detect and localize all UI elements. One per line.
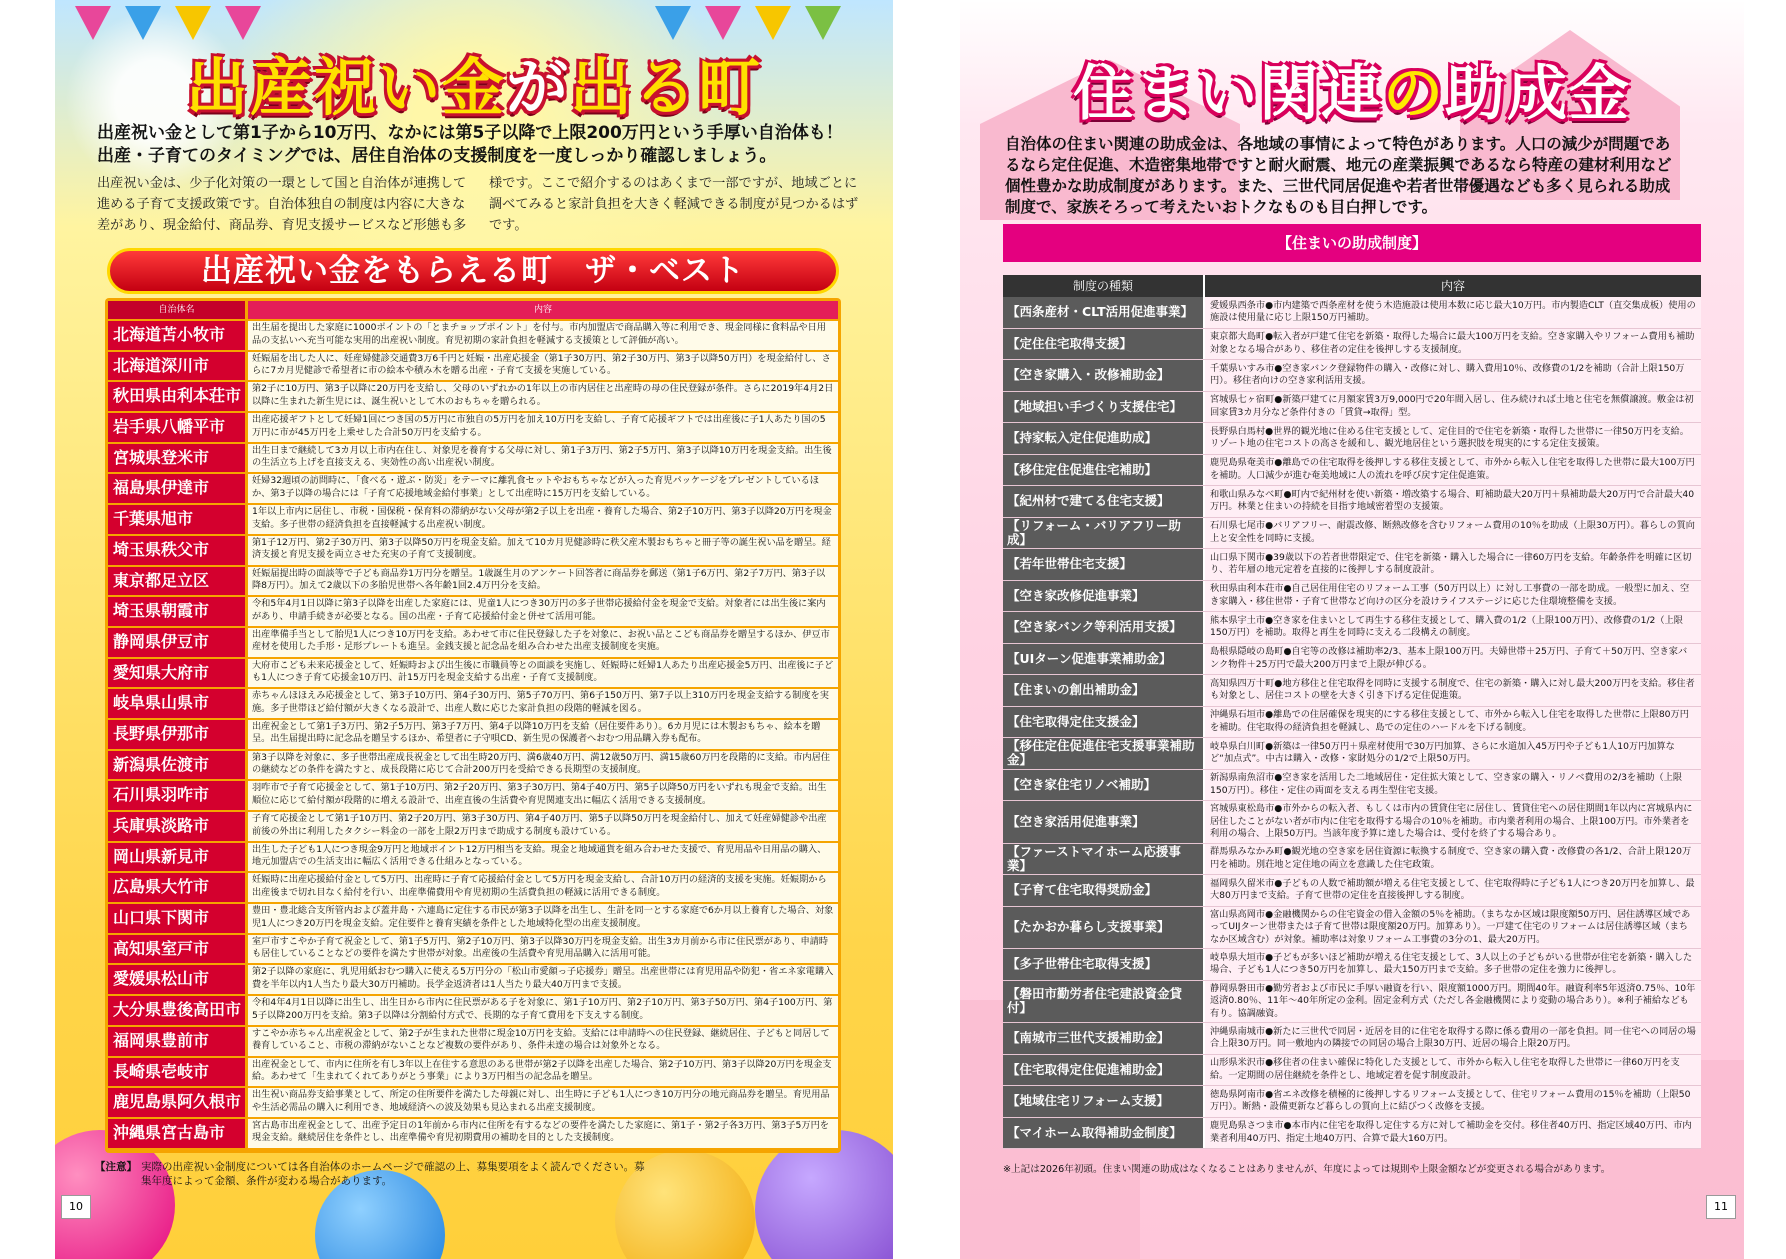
subsidy-type: 【南城市三世代支援補助金】 (1003, 1023, 1203, 1054)
table-row (1003, 949, 1701, 981)
table-row (1003, 675, 1701, 707)
table-row (1003, 707, 1701, 739)
table-row (108, 536, 838, 565)
table-row (108, 996, 838, 1025)
table-row (1003, 612, 1701, 644)
column-header-type: 制度の種類 (1003, 275, 1203, 297)
right-page (960, 0, 1744, 1259)
table-row (1003, 770, 1701, 802)
table-row (1003, 644, 1701, 676)
table-row (1003, 875, 1701, 907)
town-description: 赤ちゃんほほえみ応援金として、第3子10万円、第4子30万円、第5子70万円、第6子150万円、第7子以上310万円を現金支給する制度を実施。多子世帯ほど給付額が大きくなる設計で、出産人数に応じた家計負担の段階的軽減を図る。 (248, 689, 838, 718)
subsidy-type: 【空き家住宅リノベ補助】 (1003, 770, 1203, 801)
subsidy-type: 【空き家改修促進事業】 (1003, 581, 1203, 612)
town-name: 千葉県旭市 (108, 505, 245, 534)
table-row (108, 1058, 838, 1087)
subsidy-description: 岐阜県白川町●新築は一律50万円＋県産材使用で30万円加算、さらに水道加入45万円や子ども1人10万円加算など“加点式”。中古は購入・改修・家財処分の1/2で上限50万円。 (1205, 738, 1701, 769)
town-description: 妊娠届を出した人に、妊産婦健診交通費3万6千円と妊娠・出産応援金（第1子30万円、第2子30万円、第3子以降50万円）を現金給付し、さらに7カ月児健診で希望者に市の絵本や積み木を贈る出産・子育て支援を実施している。 (248, 352, 838, 381)
subsidy-type: 【住宅取得定住促進補助金】 (1003, 1055, 1203, 1086)
column-header-desc: 内容 (1205, 275, 1701, 297)
town-description: 豊田・豊北総合支所管内および蓋井島・六連島に定住する市民が第3子以降を出生し、生計を同一とする家庭で6か月以上養育した場合、対象児1人につき20万円を現金支給。定住要件と養育実績を条件とした地域特化型の出産支援制度。 (248, 904, 838, 933)
table-row (108, 505, 838, 534)
town-name: 兵庫県淡路市 (108, 812, 245, 841)
town-description: 妊娠時に出産応援給付金として5万円、出産時に子育て応援給付金として5万円を現金支給し、合計10万円の経済的支援を実施。妊娠期から出産後まで切れ目なく給付を行い、出産準備費用や育児初期の生活費負担の軽減に活用できる制度。 (248, 873, 838, 902)
subsidy-type: 【移住定住促進住宅補助】 (1003, 455, 1203, 486)
column-header-name: 自治体名 (108, 301, 245, 319)
subsidy-description: 秋田県由利本荘市●自己居住用住宅のリフォーム工事（50万円以上）に対し工事費の一部を助成。一般型に加え、空き家購入・移住世帯・子育て世帯など向けの区分を設けライフステージに応じた住環境整備を支援。 (1205, 581, 1701, 612)
table-row (1003, 1086, 1701, 1118)
subsidy-type: 【多子世帯住宅取得支援】 (1003, 949, 1203, 980)
town-description: 子育て応援金として第1子10万円、第2子20万円、第3子30万円、第4子40万円、第5子以降50万円を現金給付し、加えて妊産婦健診や出産前後の外出に利用したタクシー料金の一部を上限2万円まで助成する制度も設けている。 (248, 812, 838, 841)
town-description: 令和5年4月1日以降に第3子以降を出産した家庭には、児童1人につき30万円の多子世帯応援給付金を現金で支給。対象者には出生後に案内があり、申請手続きが必要となる。国の出産・子育て応援給付金と併せて活用可能。 (248, 597, 838, 626)
page-number: 10 (61, 1195, 91, 1219)
town-description: 出産祝金として第1子3万円、第2子5万円、第3子7万円、第4子以降10万円を支給（居住要件あり）。6カ月児には木製おもちゃ、絵本を贈呈。出生届提出時に記念品を贈呈するほか、希望者に子守唄CD、新生児の保護者へおむつ用品購入券も配布。 (248, 720, 838, 749)
town-name: 岡山県新見市 (108, 843, 245, 872)
town-name: 北海道苫小牧市 (108, 321, 245, 350)
page-title: 出産祝い金が出る町 (185, 51, 763, 124)
town-name: 大分県豊後高田市 (108, 996, 245, 1025)
subsidy-type: 【西条産材・CLT活用促進事業】 (1003, 297, 1203, 328)
town-description: 妊婦32週頃の訪問時に、「食べる・遊ぶ・防災」をテーマに離乳食セットやおもちゃなどが入った育児パッケージをプレゼントしているほか、第3子以降の場合には「子育て応援地域金給付事業」として出産時に15万円を支給している。 (248, 474, 838, 503)
subsidy-description: 高知県四万十町●地方移住と住宅取得を同時に支援する制度で、住宅の新築・購入に対し最大200万円を支給。移住者も対象とし、居住コストの壁を大きく引き下げる定住促進策。 (1205, 675, 1701, 706)
table-title: 【住まいの助成制度】 (1003, 224, 1701, 262)
subsidy-description: 山形県米沢市●移住者の住まい確保に特化した支援として、市外から転入し住宅を取得した世帯に一律60万円を支給。一定期間の居住継続を条件とし、地域定着を促す制度設計。 (1205, 1055, 1701, 1086)
subsidy-description: 静岡県磐田市●勤労者および市民に手厚い融資を行い、限度額1000万円。期間40年。融資利率5年返済0.75％、10年返済0.80％、11年〜40年所定の金利。固定金利方式（ただし各金融機関により変動の場合あり）。※利子補給なども有り。協調融資。 (1205, 981, 1701, 1023)
table-row (1003, 1055, 1701, 1087)
table-row (1003, 549, 1701, 581)
subsidy-type: 【空き家活用促進事業】 (1003, 801, 1203, 843)
table-row (1003, 360, 1701, 392)
lead-text: 出産祝い金として第1子から10万円、なかには第5子以降で上限200万円という手厚い自治体も！ 出産・子育てのタイミングでは、居住自治体の支援制度を一度しっかり確認しましょう。 (97, 123, 860, 166)
table-row (108, 444, 838, 473)
subsidy-type: 【住まいの創出補助金】 (1003, 675, 1203, 706)
town-name: 宮城県登米市 (108, 444, 245, 473)
subsidy-description: 長野県白馬村●世界的観光地に住める住宅支援として、定住目的で住宅を新築・取得した世帯に一律50万円を支給。リゾート地の住宅コストの高さを緩和し、観光地居住という選択肢を現実的にする定住支援策。 (1205, 423, 1701, 454)
table-row (1003, 329, 1701, 361)
subsidy-description: 福岡県久留米市●子どもの人数で補助額が増える住宅支援として、住宅取得時に子ども1人につき20万円を加算し、最大80万円まで支給。子育て世帯の定住を直接後押しする制度。 (1205, 875, 1701, 906)
town-name: 山口県下関市 (108, 904, 245, 933)
town-name: 静岡県伊豆市 (108, 628, 245, 657)
town-description: 妊娠届提出時の面談等で子ども商品券1万円分を贈呈。1歳誕生月のアンケート回答者に商品券を郵送（第1子6万円、第2子7万円、第3子以降8万円）。加えて2歳以下の多胎児世帯へ各年齢1回2.4万円分を支給。 (248, 567, 838, 596)
best-list-heading: 出産祝い金をもらえる町 ザ・ベスト (107, 248, 839, 294)
town-description: 1年以上市内に居住し、市税・国保税・保育料の滞納がない父母が第2子以上を出産・養育した場合、第2子10万円、第3子以降20万円を現金支給。多子世帯の経済負担を直接軽減する出産祝い制度。 (248, 505, 838, 534)
subsidy-description: 群馬県みなかみ町●観光地の空き家を居住資源に転換する制度で、空き家の購入費・改修費の各1/2、合計上限120万円を補助。別荘地と定住地の両立を意識した住宅政策。 (1205, 844, 1701, 875)
subsidy-description: 徳島県阿南市●省エネ改修を積極的に後押しするリフォーム支援として、住宅リフォーム費用の15％を補助（上限50万円）。断熱・設備更新など暮らしの質向上に結びつく改修を支援。 (1205, 1086, 1701, 1117)
table-row (108, 597, 838, 626)
table-row (108, 812, 838, 841)
subsidy-type: 【若年世帯住宅支援】 (1003, 549, 1203, 580)
table-row (108, 751, 838, 780)
table-row (1003, 738, 1701, 770)
town-name: 長野県伊那市 (108, 720, 245, 749)
table-row (108, 843, 838, 872)
town-name: 新潟県佐渡市 (108, 751, 245, 780)
subsidy-type: 【空き家バンク等利活用支援】 (1003, 612, 1203, 643)
table-row (108, 352, 838, 381)
town-name: 岐阜県山県市 (108, 689, 245, 718)
table-row (108, 567, 838, 596)
table-row (108, 1088, 838, 1117)
subsidy-type: 【磐田市勤労者住宅建設資金貸付】 (1003, 981, 1203, 1023)
subsidy-type: 【移住定住促進住宅支援事業補助金】 (1003, 738, 1203, 769)
column-header-desc: 内容 (248, 301, 838, 319)
subsidy-type: 【定住住宅取得支援】 (1003, 329, 1203, 360)
best-town-table (105, 298, 841, 1153)
table-row (1003, 392, 1701, 424)
subsidy-type: 【地域住宅リフォーム支援】 (1003, 1086, 1203, 1117)
table-row (108, 1119, 838, 1148)
table-row (1003, 907, 1701, 950)
subsidy-description: 宮城県東松島市●市外からの転入者、もしくは市内の賃貸住宅に居住し、賃貸住宅への居住期間1年以内に宮城県内に居住したことがない者が市内に住宅を取得する場合の10％を補助。市内業者利用の場合、上限100万円。市外業者を利用の場合、上限50万円。当該年度予算に達した場合は、受付を終了する場合あり。 (1205, 801, 1701, 843)
lead-text: 自治体の住まい関連の助成金は、各地域の事情によって特色があります。人口の減少が問題であるなら定住促進、木造密集地帯ですと耐火耐震、地元の産業振興であるなら特産の建材利用など個性豊かな助成制度があります。また、三世代同居促進や若者世帯優遇なども多く見られる助成制度で、家族そろって考えたいおトクなものも目白押しです。 (1005, 135, 1672, 216)
town-name: 愛知県大府市 (108, 659, 245, 688)
town-description: 大府市こども未来応援金として、妊娠時および出生後に市職員等との面談を実施し、妊娠時に妊婦1人あたり出産応援金5万円、出産後に子ども1人につき子育て応援金10万円、計15万円を現金支給する出産・子育て支援制度。 (248, 659, 838, 688)
town-description: 出産準備手当として胎児1人につき10万円を支給。あわせて市に住民登録した子を対象に、お祝い品とこども商品券を贈呈するほか、伊豆市産材を使用した手形・足形プレートも進呈。金銭支援と記念品を組み合わせた出産支援制度を実施。 (248, 628, 838, 657)
table-row (108, 720, 838, 749)
subsidy-description: 沖縄県石垣市●離島での住居確保を現実的にする移住支援として、市外から転入し住宅を取得した世帯に上限80万円を補助。住宅取得の経済負担を軽減し、島での定住のハードルを下げる制度。 (1205, 707, 1701, 738)
subsidy-type: 【地域担い手づくり支援住宅】 (1003, 392, 1203, 423)
town-description: 令和4年4月1日以降に出生し、出生日から市内に住民票がある子を対象に、第1子10万円、第2子10万円、第3子50万円、第4子100万円、第5子以降200万円を支給。第3子以降は分割給付方式で、長期的な子育て費用を下支えする制度。 (248, 996, 838, 1025)
table-row (108, 474, 838, 503)
subsidy-description: 島根県隠岐の島町●自宅等の改修は補助率2/3、基本上限100万円。夫婦世帯＋25万円、子育て＋50万円、空き家バンク物件＋25万円で最大200万円まで上限が伸びる。 (1205, 644, 1701, 675)
town-description: 宮古島市出産祝金として、出産予定日の1年前から市内に住所を有するなどの要件を満たした家庭に、第1子・第2子各3万円、第3子5万円を現金支給。継続居住を条件とし、出産準備や育児初期費用の補助を目的とした支援制度。 (248, 1119, 838, 1148)
subsidy-description: 和歌山県みなべ町●町内で紀州材を使い新築・増改築する場合、町補助最大20万円＋県補助最大20万円で合計最大40万円。林業と住まいの持続を目指す地域密着型の支援策。 (1205, 486, 1701, 517)
town-description: 出産応援ギフトとして妊婦1回につき国の5万円に市独自の5万円を加え10万円を支給し、子育て応援ギフトでは出産後に子1人あたり国の5万円に市が45万円を上乗せした合計50万円を支給する。 (248, 413, 838, 442)
subsidy-description: 宮城県七ヶ宿町●新築戸建てに月額家賃3万9,000円で20年間入居し、住み続ければ土地と住宅を無償譲渡。敷金は初回家賃3カ月分など条件付きの「賃貸→取得」型。 (1205, 392, 1701, 423)
table-row (108, 659, 838, 688)
town-name: 沖縄県宮古島市 (108, 1119, 245, 1148)
body-text: 出産祝い金は、少子化対策の一環として国と自治体が連携して進める子育て支援政策です。自治体独自の制度は内容に大きな差があり、現金給付、商品券、育児支援サービスなど形態も多様です。ここで紹介するのはあくまで一部ですが、地域ごとに調べてみると家計負担を大きく軽減できる制度が見つかるはずです。 (97, 176, 859, 233)
table-row (108, 873, 838, 902)
town-description: 出生届を提出した家庭に1000ポイントの「とまチョップポイント」を付与。市内加盟店で商品購入等に利用でき、現金同様に食料品や日用品の支払いへ充当可能な実用的出産祝い制度。育児初期の家計負担を軽減する支援策として評価が高い。 (248, 321, 838, 350)
table-row (108, 935, 838, 964)
subsidy-type: 【マイホーム取得補助金制度】 (1003, 1118, 1203, 1149)
town-description: 室戸市すこやか子育て祝金として、第1子5万円、第2子10万円、第3子以降30万円を現金支給。出生3カ月前から市に住民票があり、申請時も居住していることなどの要件を満たす世帯が対象。出産後の生活費や育児用品購入に活用可能。 (248, 935, 838, 964)
town-name: 広島県大竹市 (108, 873, 245, 902)
table-row (1003, 844, 1701, 876)
table-row (1003, 455, 1701, 487)
subsidy-description: 岐阜県大垣市●子どもが多いほど補助が増える住宅支援として、3人以上の子どもがいる世帯が住宅を新築・購入した場合、子ども1人につき50万円を加算し、最大150万円まで支給。多子世帯の定住を強力に後押し。 (1205, 949, 1701, 980)
town-description: 出生祝い商品券支給事業として、所定の住所要件を満たした母親に対し、出生時に子ども1人につき10万円分の地元商品券を贈呈。育児用品や生活必需品の購入に利用でき、地域経済への波及効果も見込まれる出産支援制度。 (248, 1088, 838, 1117)
town-name: 鹿児島県阿久根市 (108, 1088, 245, 1117)
subsidy-type: 【たかおか暮らし支援事業】 (1003, 907, 1203, 949)
table-row (108, 1027, 838, 1056)
subsidy-description: 鹿児島県奄美市●離島での住宅取得を後押しする移住支援として、市外から転入し住宅を取得した世帯に最大100万円を補助。人口減少が進む奄美地域に人の流れを呼び戻す定住促進策。 (1205, 455, 1701, 486)
table-row (108, 689, 838, 718)
subsidy-description: 石川県七尾市●バリアフリー、耐震改修、断熱改修を含むリフォーム費用の10％を助成（上限30万円）。暮らしの質向上と安全性を同時に支援。 (1205, 518, 1701, 549)
page-number: 11 (1706, 1195, 1736, 1219)
subsidy-description: 富山県高岡市●金融機関からの住宅資金の借入金額の5％を補助。（まちなか区域は限度額50万円、居住誘導区域であってUIJターン世帯または子育て世帯は限度額20万円。加算あり）。一戸建て住宅のリフォームは居住誘導区域（まちなか区域含む）が対象。補助率は対象リフォーム工事費の3分の1、最大20万円。 (1205, 907, 1701, 949)
table-row (1003, 1118, 1701, 1150)
town-description: 第3子以降を対象に、多子世帯出産成長祝金として出生時20万円、満6歳40万円、満12歳50万円、満15歳60万円を段階的に支給。市内居住の継続などの条件を満たすと、成長段階に応じて合計200万円を受給できる長期型の支援制度。 (248, 751, 838, 780)
town-description: 出生した子ども1人につき現金9万円と地域ポイント12万円相当を支給。現金と地域通貨を組み合わせた支援で、育児用品や日用品の購入、地元加盟店での生活支出に幅広く活用できる仕組みとなっている。 (248, 843, 838, 872)
subsidy-description: 熊本県宇土市●空き家を住まいとして再生する移住支援として、購入費の1/2（上限100万円）、改修費の1/2（上限150万円）を補助。取得と再生を同時に支える二段構えの制度。 (1205, 612, 1701, 643)
town-description: 羽咋市で子育て応援金として、第1子10万円、第2子20万円、第3子30万円、第4子40万円、第5子以降50万円をいずれも現金で支給。出生順位に応じて給付額が段階的に増える設計で、出産直後の生活費や育児関連支出に幅広く活用できる支援制度。 (248, 781, 838, 810)
subsidy-type: 【紀州材で建てる住宅支援】 (1003, 486, 1203, 517)
subsidy-description: 東京都大島町●転入者が戸建て住宅を新築・取得した場合に最大100万円を支給。空き家購入やリフォーム費用も補助対象となる場合があり、移住者の定住を後押しする支援制度。 (1205, 329, 1701, 360)
table-row (1003, 297, 1701, 329)
table-row (108, 321, 838, 350)
subsidy-type: 【空き家購入・改修補助金】 (1003, 360, 1203, 391)
town-description: 第2子に10万円、第3子以降に20万円を支給し、父母のいずれかの1年以上の市内居住と出産時の母の住民登録が条件。さらに2019年4月2日以降に生まれた新生児には、誕生祝いとして木のおもちゃを贈られる。 (248, 382, 838, 411)
note-label: 【注意】 (95, 1161, 137, 1173)
table-row (1003, 486, 1701, 518)
table-row (1003, 1023, 1701, 1055)
town-name: 福岡県豊前市 (108, 1027, 245, 1056)
table-row (1003, 801, 1701, 844)
town-name: 愛媛県松山市 (108, 965, 245, 994)
footnote: ※上記は2026年初頭。住まい関連の助成はなくなることはありませんが、年度によっては規則や上限金額などが変更される場合があります。 (1003, 1164, 1611, 1175)
subsidy-type: 【ファーストマイホーム応援事業】 (1003, 844, 1203, 875)
town-description: 出生日まで継続して3カ月以上市内在住し、対象児を養育する父母に対し、第1子3万円、第2子5万円、第3子以降10万円を現金支給。出生後の生活立ち上げを直接支える、実効性の高い出産祝い制度。 (248, 444, 838, 473)
table-row (1003, 423, 1701, 455)
town-name: 岩手県八幡平市 (108, 413, 245, 442)
subsidy-description: 沖縄県南城市●新たに三世代で同居・近居を目的に住宅を取得する際に係る費用の一部を負担。同一住宅への同居の場合上限30万円。同一敷地内の隣接での同居の場合上限30万円、近居の場合上限20万円。 (1205, 1023, 1701, 1054)
town-description: すこやか赤ちゃん出産祝金として、第2子が生まれた世帯に現金10万円を支給。支給には申請時への住民登録、継続居住、子どもと同居して養育していること、市税の滞納がないことなど複数の要件があり、条件未達の場合は対象外となる。 (248, 1027, 838, 1056)
table-row (108, 965, 838, 994)
subsidy-description: 鹿児島県さつま市●本市内に住宅を取得し定住する方に対して補助金を交付。移住者40万円、指定区域40万円、市内業者利用40万円、指定土地40万円、合算で最大160万円。 (1205, 1118, 1701, 1149)
subsidy-type: 【子育て住宅取得奨励金】 (1003, 875, 1203, 906)
subsidy-description: 新潟県南魚沼市●空き家を活用した二地域居住・定住拡大策として、空き家の購入・リノベ費用の2/3を補助（上限150万円）。移住・定住の両面を支える再生型住宅支援。 (1205, 770, 1701, 801)
town-description: 第1子12万円、第2子30万円、第3子以降50万円を現金支給。加えて10カ月児健診時に秩父産木製おもちゃと冊子等の誕生祝い品を贈呈。経済支援と育児支援を両立させた充実の子育て支援制度。 (248, 536, 838, 565)
town-name: 埼玉県秩父市 (108, 536, 245, 565)
town-name: 東京都足立区 (108, 567, 245, 596)
town-name: 高知県室戸市 (108, 935, 245, 964)
town-name: 長崎県壱岐市 (108, 1058, 245, 1087)
town-name: 福島県伊達市 (108, 474, 245, 503)
table-row (1003, 518, 1701, 550)
subsidy-description: 愛媛県西条市●市内建築で西条産材を使う木造施設は使用本数に応じ最大10万円。市内製造CLT（直交集成板）使用の施設は使用量に応じ上限150万円補助。 (1205, 297, 1701, 328)
table-row (108, 781, 838, 810)
table-row (1003, 981, 1701, 1024)
table-row (1003, 581, 1701, 613)
town-name: 石川県羽咋市 (108, 781, 245, 810)
note (95, 1160, 655, 1188)
left-page (55, 0, 893, 1259)
subsidy-type: 【リフォーム・バリアフリー助成】 (1003, 518, 1203, 549)
town-description: 出産祝金として、市内に住所を有し3年以上在住する意思のある世帯が第2子以降を出産した場合、第2子10万円、第3子以降20万円を現金支給。あわせて「生まれてくれてありがとう事業」により3万円相当の記念品を贈呈。 (248, 1058, 838, 1087)
table-row (108, 413, 838, 442)
table-row (108, 628, 838, 657)
town-name: 秋田県由利本荘市 (108, 382, 245, 411)
town-name: 北海道深川市 (108, 352, 245, 381)
town-name: 埼玉県朝霞市 (108, 597, 245, 626)
subsidy-type: 【住宅取得定住支援金】 (1003, 707, 1203, 738)
subsidy-description: 千葉県いすみ市●空き家バンク登録物件の購入・改修に対し、購入費用10％、改修費の1/2を補助（合計上限150万円）。移住者向けの空き家利活用支援。 (1205, 360, 1701, 391)
housing-subsidy-table (1003, 275, 1701, 1149)
note-text: 実際の出産祝い金制度については各自治体のホームページで確認の上、募集要項をよく読んでください。募集年度によって金額、条件が変わる場合があります。 (141, 1161, 645, 1187)
subsidy-type: 【持家転入定住促進助成】 (1003, 423, 1203, 454)
page-title: 住まい関連の助成金 (1073, 59, 1631, 129)
subsidy-type: 【UIターン促進事業補助金】 (1003, 644, 1203, 675)
subsidy-description: 山口県下関市●39歳以下の若者世帯限定で、住宅を新築・購入した場合に一律60万円を支給。年齢条件を明確に区切り、若年層の地元定着を直接的に後押しする制度設計。 (1205, 549, 1701, 580)
town-description: 第2子以降の家庭に、乳児用紙おむつ購入に使える5万円分の「松山市愛顔っ子応援券」贈呈。出産世帯には育児用品や防犯・省エネ家電購入費を半年以内1人当たり最大30万円補助。長学金返済者は1人当たり最大40万円まで支援。 (248, 965, 838, 994)
table-row (108, 904, 838, 933)
table-row (108, 382, 838, 411)
